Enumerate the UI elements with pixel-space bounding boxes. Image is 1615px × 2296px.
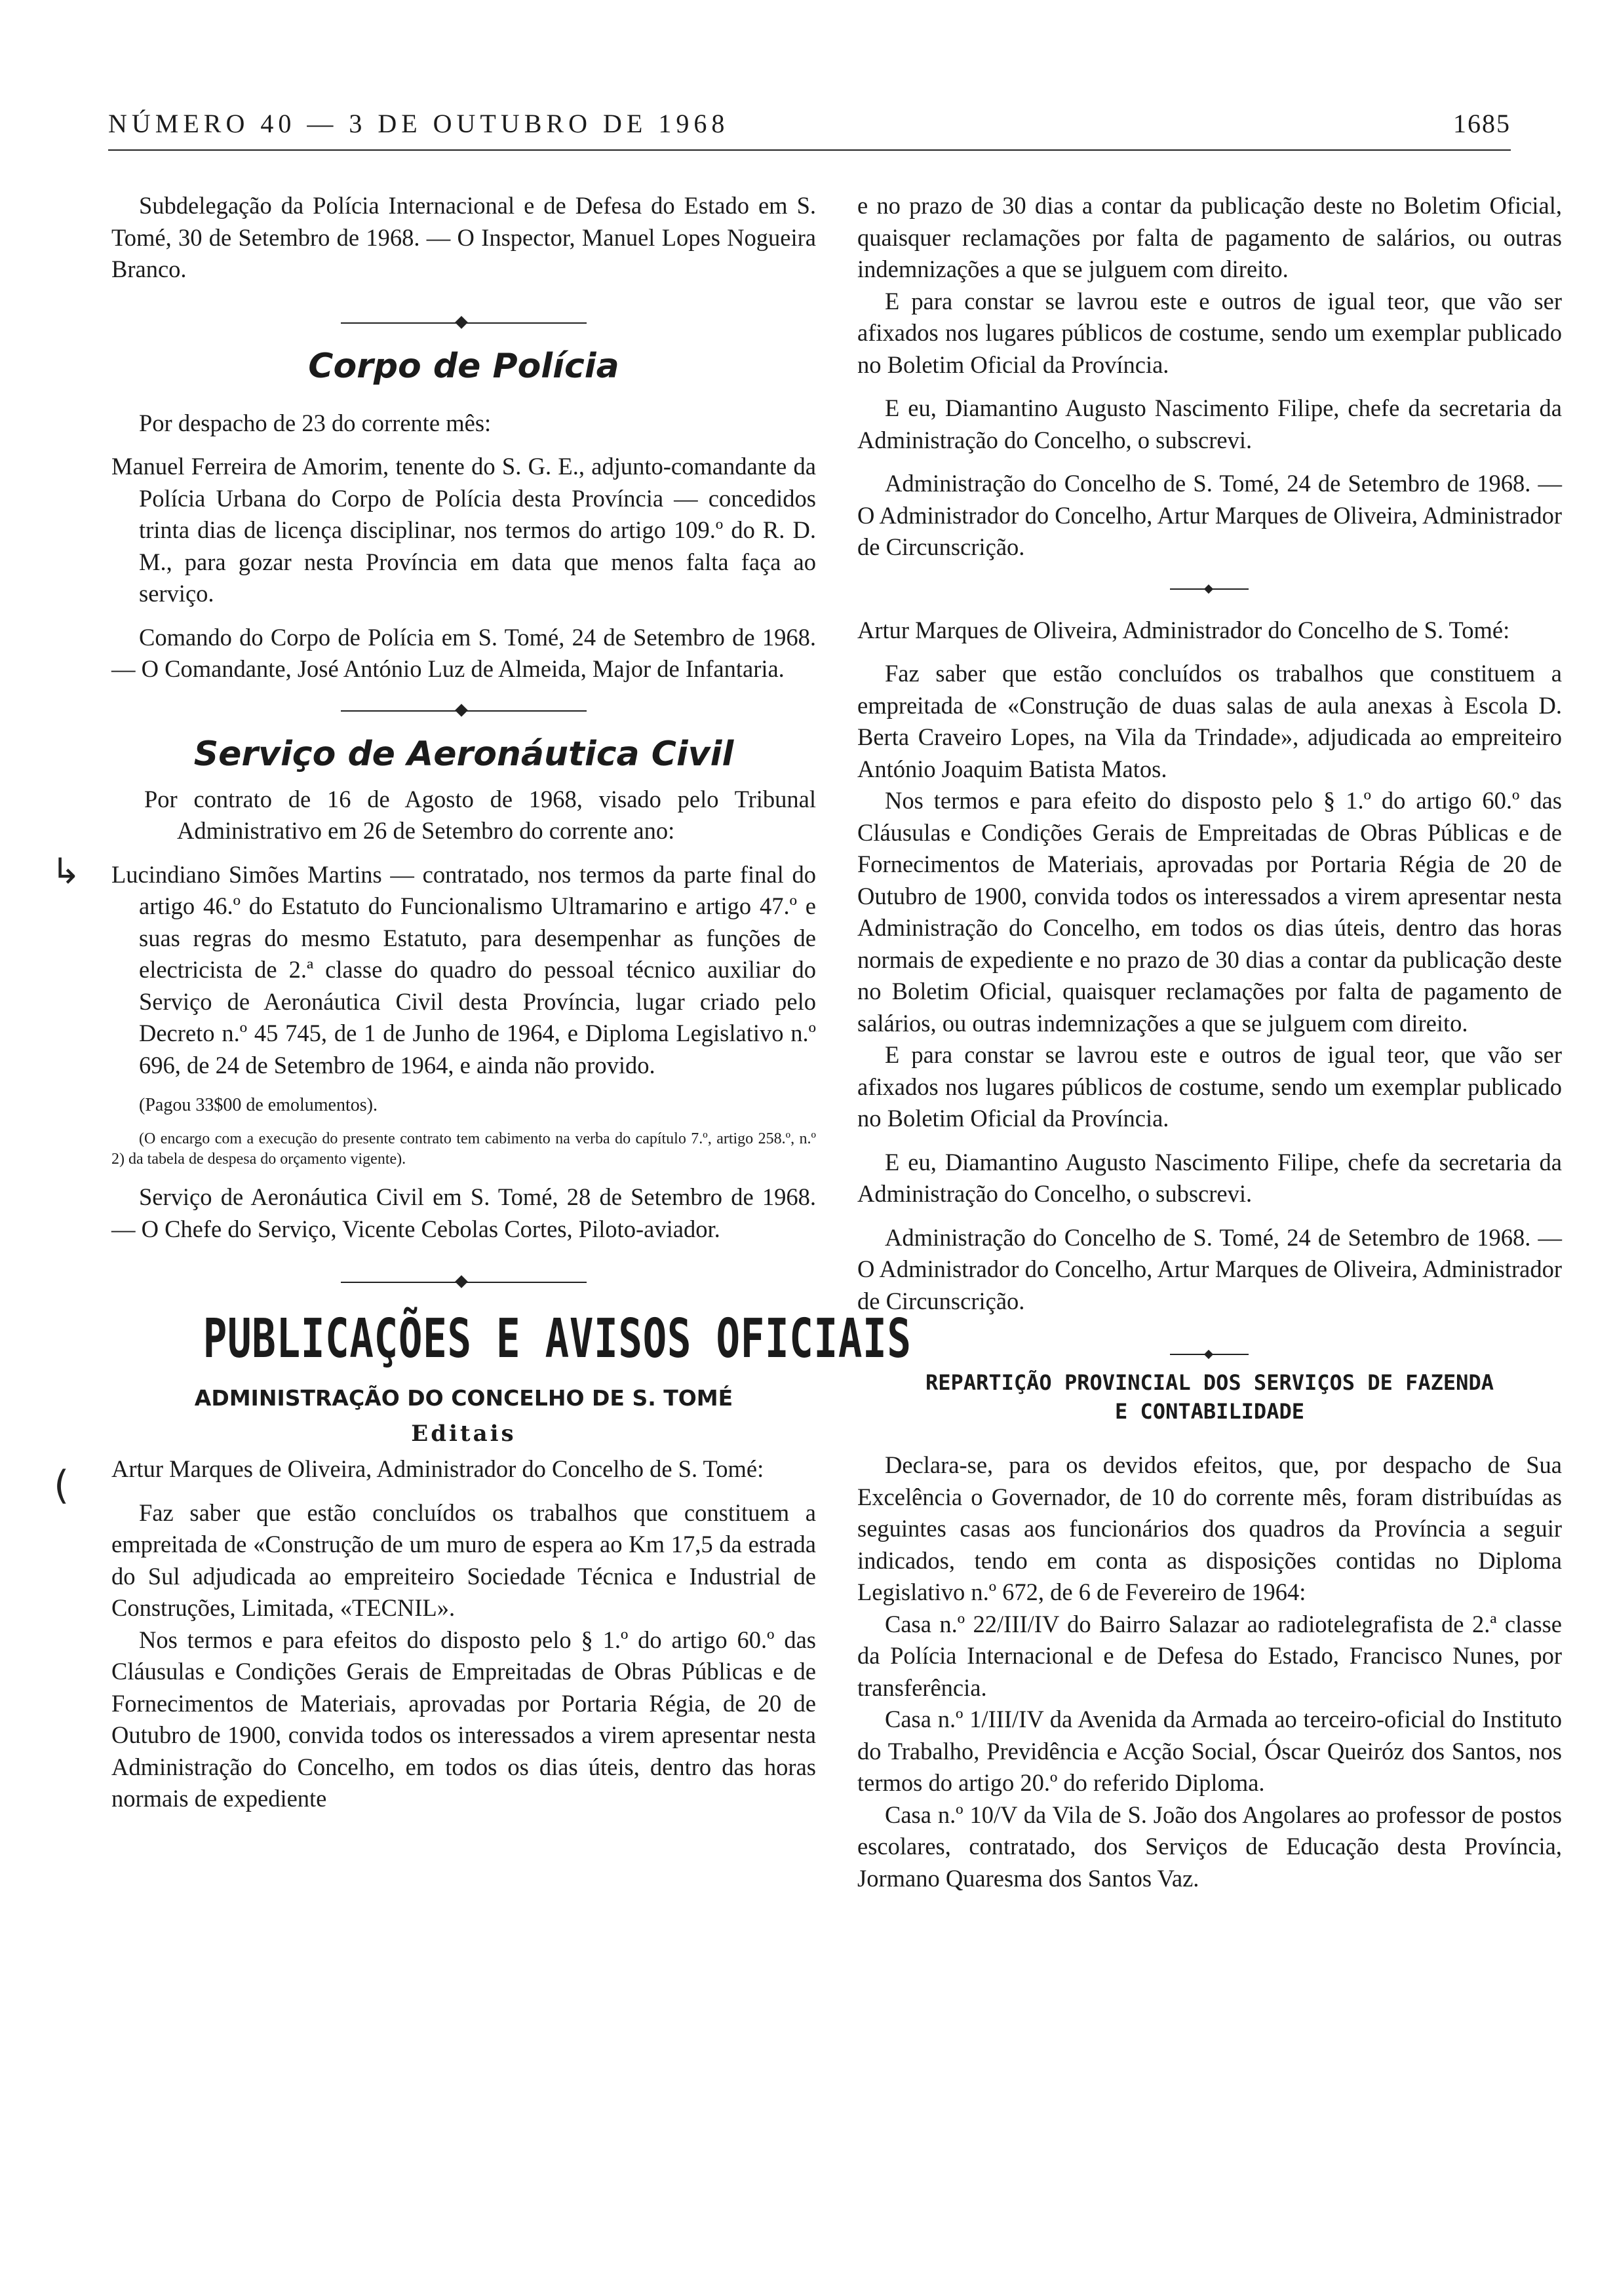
section-divider [857,1341,1562,1368]
section-divider [111,1269,816,1296]
aeronautica-encargo: (O encargo com a execução do presente contrato tem cabimento na verba do capítulo 7.º, artigo 258.º, n.º 2) da tabela de despesa do orçamento vigente). [111,1130,816,1168]
right-column [857,190,1562,1894]
edital1-signature: Administração do Concelho de S. Tomé, 24 de Setembro de 1968. — O Administrador do Concelho, Artur Marques de Oliveira, Administrador de Circunscrição. [857,470,1562,560]
reparticao-casa-3: Casa n.º 10/V da Vila de S. João dos Angolares ao professor de postos escolares, contratado, dos Serviços de Educação desta Província, Jormano Quaresma dos Santos Vaz. [857,1801,1562,1892]
edital1-intro: Artur Marques de Oliveira, Administrador do Concelho de S. Tomé: [111,1455,764,1482]
editais-heading: Editais [411,1421,516,1447]
reparticao-declaracao: Declara-se, para os devidos efeitos, que, por despacho de Sua Excelência o Governador, de 10 do corrente mês, foram distribuídas as seguintes casas aos funcionários dos quadros da Província a seguir indicados, tendo em conta as disposições contidas no Diploma Legislativo n.º 672, de 6 de Fevereiro de 1964: [857,1451,1562,1605]
header-rule [108,149,1511,151]
corpo-policia-licenca: Manuel Ferreira de Amorim, tenente do S. G. E., adjunto-comandante da Polícia Urbana do Corpo de Polícia desta Província — concedidos trinta dias de licença disciplinar, nos termos do artigo 109.º do R. D. M., para gozar nesta Província em data que menos falta faça ao serviço. [111,453,816,607]
reparticao-title-line2: E CONTABILIDADE [1115,1399,1304,1424]
edital1-faz-saber: Faz saber que estão concluídos os trabalhos que constituem a empreitada de «Construção de um muro de espera ao Km 17,5 da estrada do Sul adjudicada ao empreiteiro Sociedade Técnica e Industrial de Construções, Limitada, «TECNIL». [111,1499,816,1621]
edital1-prazo: e no prazo de 30 dias a contar da publicação deste no Boletim Oficial, quaisquer reclamações por falta de pagamento de salários, ou outras indemnizações a que se julguem com direito. [857,192,1562,282]
edital1-termos: Nos termos e para efeitos do disposto pelo § 1.º do artigo 60.º das Cláusulas e Condições Gerais de Empreitadas de Obras Públicas e de Fornecimentos de Materiais, aprovadas por Portaria Régia, de 20 de Outubro de 1900, convida todos os interessados a virem apresentar nesta Administração do Concelho, em todos os dias úteis, dentro das horas normais de expediente [111,1626,816,1812]
reparticao-title-line1: REPARTIÇÃO PROVINCIAL DOS SERVIÇOS DE FAZENDA [925,1370,1494,1395]
edital2-termos: Nos termos e para efeito do disposto pelo § 1.º do artigo 60.º das Cláusulas e Condições Gerais de Empreitadas de Obras Públicas e de Fornecimentos de Materiais, aprovadas por Portaria Régia de 20 de Outubro de 1900, convida todos os interessados a virem apresentar nesta Administração do Concelho, em todos os dias úteis, dentro das horas normais de expediente e no prazo de 30 dias a contar da publicação deste no Boletim Oficial, quaisquer reclamações por falta de pagamento de salários, ou outras indemnizações a que se julguem com direito. [857,787,1562,1037]
edital1-subscrevi: E eu, Diamantino Augusto Nascimento Filipe, chefe da secretaria da Administração do Concelho, o subscrevi. [857,394,1562,453]
page-header [108,108,1511,147]
aeronautica-nomeacao: Lucindiano Simões Martins — contratado, nos termos da parte final do artigo 46.º do Estatuto do Funcionalismo Ultramarino e artigo 47.º e suas regras do mesmo Estatuto, para desempenhar as funções de electricista de 2.ª classe do quadro do pessoal técnico auxiliar do Serviço de Aeronáutica Civil desta Província, lugar criado pelo Decreto n.º 45 745, de 1 de Junho de 1964, e Diploma Legislativo n.º 696, de 24 de Setembro de 1964, e ainda não provido. [111,860,816,1079]
administracao-subtitle: ADMINISTRAÇÃO DO CONCELHO DE S. TOMÉ [194,1385,733,1411]
aeronautica-contrato: Por contrato de 16 de Agosto de 1968, visado pelo Tribunal Administrativo em 26 de Setembro do corrente ano: [144,785,816,844]
edital2-subscrevi: E eu, Diamantino Augusto Nascimento Filipe, chefe da secretaria da Administração do Concelho, o subscrevi. [857,1148,1562,1207]
edital2-intro: Artur Marques de Oliveira, Administrador do Concelho de S. Tomé: [857,616,1510,643]
section-title-aeronautica: Serviço de Aeronáutica Civil [193,734,734,774]
reparticao-casa-1: Casa n.º 22/III/IV do Bairro Salazar ao radiotelegrafista de 2.ª classe da Polícia Internacional e de Defesa do Estado, Francisco Nunes, por transferência. [857,1610,1562,1701]
section-divider [111,309,816,337]
section-divider [111,697,816,725]
page-number: 1685 [1453,109,1511,138]
edital2-constar: E para constar se lavrou este e outros de igual teor, que vão ser afixados nos lugares públicos de costume, sendo um exemplar publicado no Boletim Oficial da Província. [857,1041,1562,1132]
publicacoes-title: PUBLICAÇÕES E AVISOS OFICIAIS [203,1308,912,1370]
pide-closing-paragraph: Subdelegação da Polícia Internacional e de Defesa do Estado em S. Tomé, 30 de Setembro de 1968. — O Inspector, Manuel Lopes Nogueira Branco. [111,192,816,282]
reparticao-casa-2: Casa n.º 1/III/IV da Avenida da Armada ao terceiro-oficial do Instituto do Trabalho, Previdência e Acção Social, Óscar Queiróz dos Santos, nos termos do artigo 20.º do referido Diploma. [857,1706,1562,1796]
issue-date-header: NÚMERO 40 — 3 DE OUTUBRO DE 1968 [108,109,730,138]
margin-bracket: ( [54,1463,69,1508]
edital1-constar: E para constar se lavrou este e outros de igual teor, que vão ser afixados nos lugares públicos de costume, sendo um exemplar publicado no Boletim Oficial da Província. [857,287,1562,378]
corpo-policia-signature: Comando do Corpo de Polícia em S. Tomé, 24 de Setembro de 1968. — O Comandante, José António Luz de Almeida, Major de Infantaria. [111,623,816,682]
edital2-faz-saber: Faz saber que estão concluídos os trabalhos que constituem a empreitada de «Construção de duas salas de aula anexas à Escola D. Berta Craveiro Lopes, na Vila da Trindade», adjudicada ao empreiteiro António Joaquim Batista Matos. [857,660,1562,782]
edital2-signature: Administração do Concelho de S. Tomé, 24 de Setembro de 1968. — O Administrador do Concelho, Artur Marques de Oliveira, Administrador de Circunscrição. [857,1223,1562,1314]
margin-mark: ↳ [51,851,81,892]
left-column [111,190,912,1815]
aeronautica-signature: Serviço de Aeronáutica Civil em S. Tomé, 28 de Setembro de 1968. — O Chefe do Serviço, Vicente Cebolas Cortes, Piloto-aviador. [111,1183,816,1242]
corpo-policia-despacho: Por despacho de 23 do corrente mês: [139,409,492,436]
aeronautica-emolumentos: (Pagou 33$00 de emolumentos). [139,1095,378,1115]
section-title-corpo-policia: Corpo de Polícia [308,346,619,386]
edital-divider [857,575,1562,603]
